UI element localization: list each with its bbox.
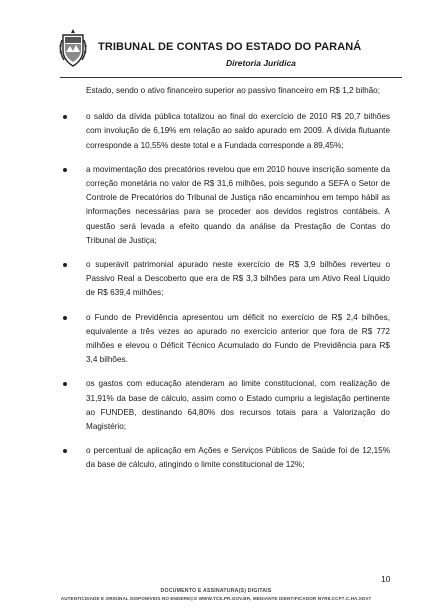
paragraph-text: o saldo da dívida pública totalizou ao final do exercício de 2010 R$ 20,7 bilhões com involução de 6,19% em relação ao saldo apurado em 2009. A dívida flutuante corresponde a 10,55% deste total e a Fundada corresponde a 89,45%; xyxy=(86,112,390,150)
bullet-icon xyxy=(63,316,67,320)
bullet-item-pension-fund xyxy=(60,311,390,368)
header-divider xyxy=(60,77,402,78)
paragraph-text: o superávit patrimonial apurado neste exercício de R$ 3,9 bilhões reverteu o Passivo Real a Descoberto que era de R$ 3,3 bilhões para um Ativo Real Líquido de R$ 639,4 milhões; xyxy=(86,260,390,298)
bullet-icon xyxy=(63,449,67,453)
document-body xyxy=(60,84,390,483)
bullet-icon xyxy=(63,263,67,267)
paragraph-text: os gastos com educação atenderam ao limite constitucional, com realização de 31,91% da base de cálculo, assim como o Estado cumpriu a legislação pertinente ao FUNDEB, destinando 64,80% dos recursos totais para a Valorização do Magistério; xyxy=(86,379,390,432)
paragraph-text: o percentual de aplicação em Ações e Serviços Públicos de Saúde foi de 12,15% da base de cálculo, atingindo o limite constitucional de 12%; xyxy=(86,446,390,470)
coat-of-arms-icon xyxy=(58,28,88,68)
paragraph-text: Estado, sendo o ativo financeiro superior ao passivo financeiro em R$ 1,2 bilhão; xyxy=(86,86,381,95)
department-subtitle: Diretoria Jurídica xyxy=(226,58,296,68)
institution-title: TRIBUNAL DE CONTAS DO ESTADO DO PARANÁ xyxy=(98,41,362,53)
bullet-icon xyxy=(63,115,67,119)
bullet-item-patrimonial-surplus xyxy=(60,258,390,301)
page-number: 10 xyxy=(381,574,391,584)
paragraph-text: o Fundo de Previdência apresentou um déficit no exercício de R$ 2,4 bilhões, equivalente a três vezes ao apurado no exercício anterior que fora de R$ 772 milhões e elevou o Déficit Técnico Acumulado do Fundo de Previdência para R$ 3,4 bilhões. xyxy=(86,312,390,365)
bullet-item-precatorios xyxy=(60,163,390,248)
paragraph-text: a movimentação dos precatórios revelou que em 2010 houve inscrição somente da correção monetária no valor de R$ 31,6 milhões, pois segundo a SEFA o Setor de Controle de Precatórios do Tribunal de Justiça não encaminhou em tempo hábil as informações necessárias para se proceder aos devidos registros contábeis. A questão será levada a efeito quando da análise da Prestação de Contas do Tribunal de Justiça; xyxy=(86,164,390,245)
bullet-item-public-debt xyxy=(60,110,390,153)
paragraph-continuation xyxy=(60,84,390,98)
bullet-icon xyxy=(63,168,67,172)
digital-signature-notice: DOCUMENTO E ASSINATURA(S) DIGITAIS xyxy=(160,588,272,594)
authenticity-notice: AUTENTICIDADE E ORIGINAL DISPONÍVEIS NO ENDEREÇO WWW.TCE.PR.GOV.BR, MEDIANTE IDENTIFICADOR NYR8.CCP7.C.HA.XDV7 xyxy=(60,596,372,601)
bullet-item-health xyxy=(60,444,390,472)
bullet-item-education xyxy=(60,377,390,434)
document-header xyxy=(58,28,408,80)
bullet-icon xyxy=(63,382,67,386)
